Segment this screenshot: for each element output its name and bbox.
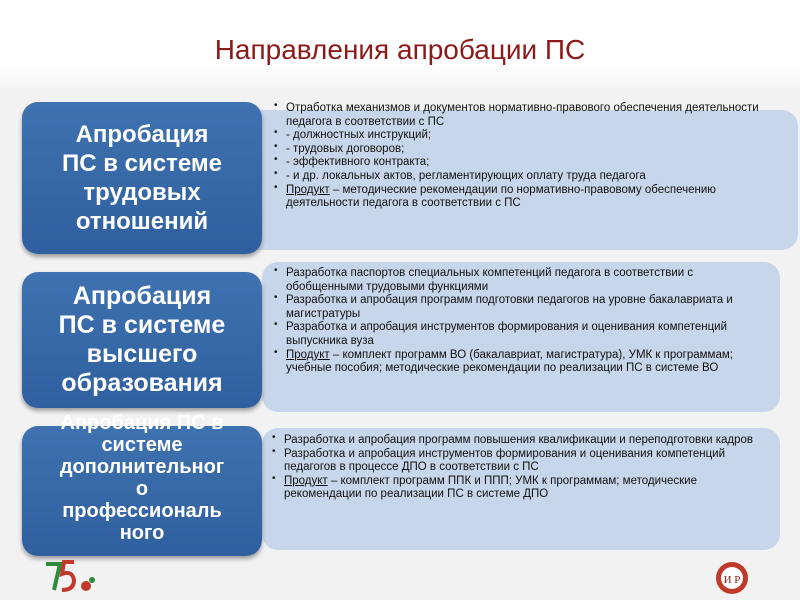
list-item: • Разработка и апробация инструментов формирования и оценивания компетенций педагогов в процессе ДПО в соответствии с ПС (270, 448, 772, 475)
product-label: Продукт (286, 348, 330, 361)
block-2-heading-box (22, 272, 262, 408)
block-1-heading: Апробация ПС в системе трудовых отношений (61, 121, 222, 235)
product-label: Продукт (284, 474, 328, 487)
institute-logo-icon (712, 559, 752, 597)
list-item: • - эффективного контракта; (272, 156, 762, 170)
list-item: • Разработка и апробация программ повышения квалификации и переподготовки кадров (270, 434, 772, 448)
list-item: • Продукт – методические рекомендации по нормативно-правовому обеспечению деятельности педагога в соответствии с ПС (272, 184, 762, 211)
product-label: Продукт (286, 183, 330, 196)
list-item: • Разработка и апробация программ подготовки педагогов на уровне бакалавриата и магистратуры (272, 294, 766, 321)
block-2-heading: Апробация ПС в системе высшего образования (58, 282, 226, 397)
list-item: • Отработка механизмов и документов нормативно-правового обеспечения деятельности педагога в соответствии с ПС (272, 102, 762, 129)
slide-title: Направления апробации ПС (214, 34, 586, 65)
list-item: • - и др. локальных актов, регламентирующих оплату труда педагога (272, 170, 762, 184)
block-3-heading-box (22, 412, 262, 556)
logo-text: И Р (723, 574, 741, 586)
block-3-heading: Апробация ПС в системе дополнительног о профессиональ ного (59, 412, 225, 544)
list-item: • Разработка и апробация инструментов формирования и оценивания компетенций выпускника вуза (272, 321, 766, 348)
block-3-list (270, 434, 772, 502)
list-item: • Разработка паспортов специальных компетенций педагога в соответствии с обобщенными трудовыми функциями (272, 267, 766, 294)
block-1-heading-box (22, 102, 262, 254)
list-item: • - должностных инструкций; (272, 129, 762, 143)
list-item: • Продукт – комплект программ ППК и ППП; УМК к программам; методические рекомендации по реализации ПС в системе ДПО (270, 475, 772, 502)
block-2-list (272, 267, 766, 376)
block-1-list (272, 102, 762, 211)
list-item: • - трудовых договоров; (272, 143, 762, 157)
list-item: • Продукт – комплект программ ВО (бакалавриат, магистратура), УМК к программам; учебные пособия; методические рекомендации по реализации ПС в системе ВО (272, 349, 766, 376)
anniversary-logo-icon (42, 556, 102, 596)
